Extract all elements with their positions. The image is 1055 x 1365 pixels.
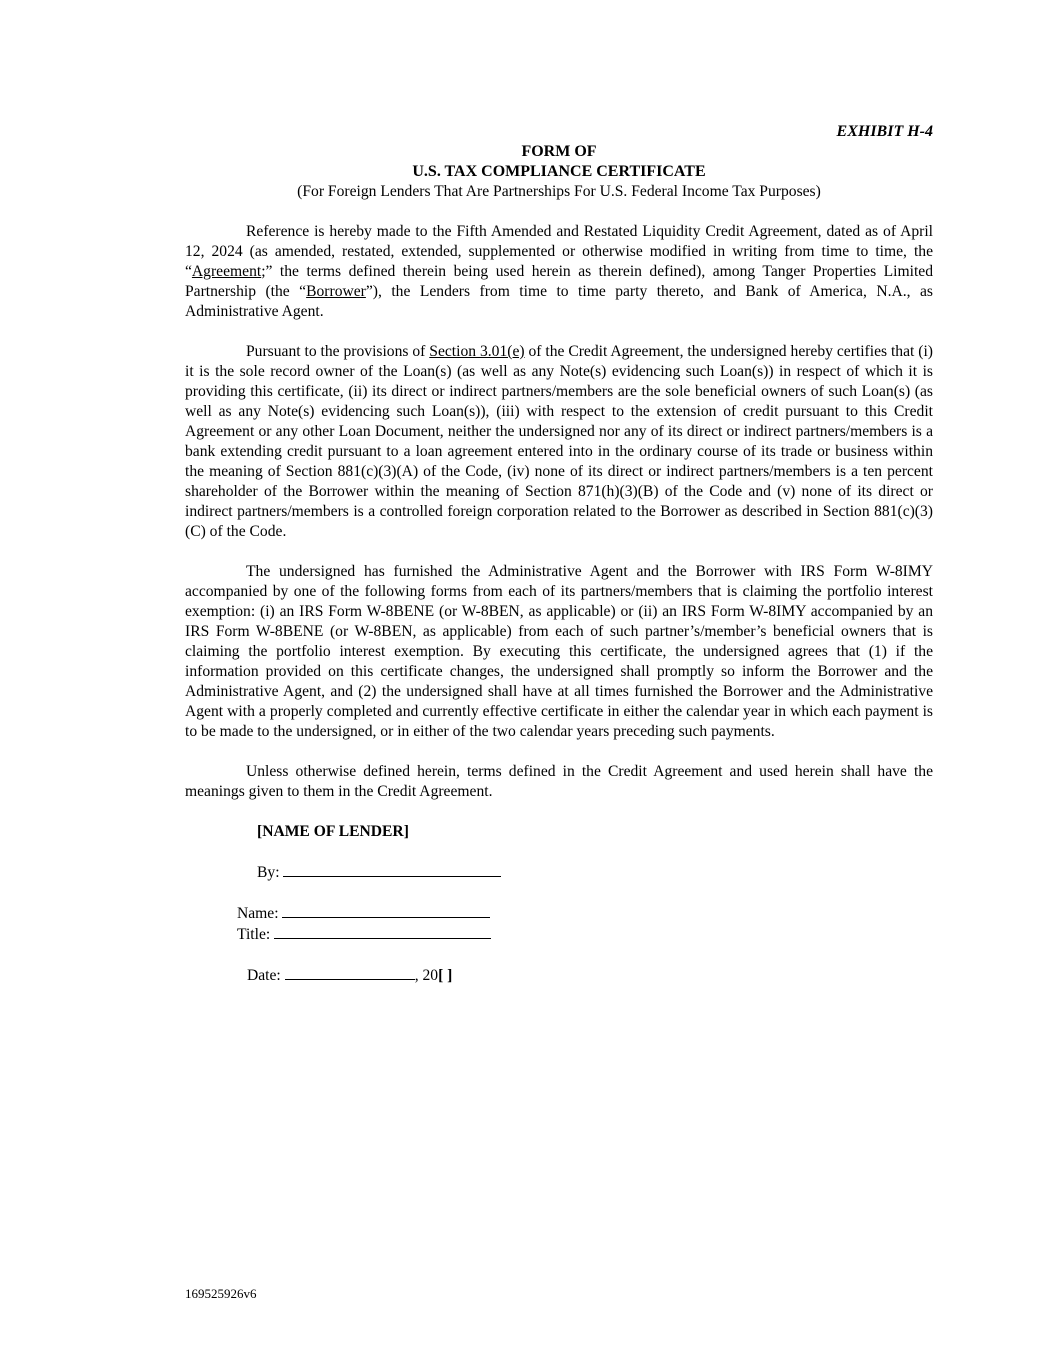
title-field-line[interactable] — [274, 924, 491, 939]
reference-text-3: ”), the Lenders from time to time party thereto, and Bank of America, N.A., as Administrative Agent. — [185, 283, 933, 320]
by-label: By: — [257, 864, 280, 881]
exhibit-label: EXHIBIT H-4 — [836, 123, 933, 140]
name-field-line[interactable] — [282, 903, 490, 918]
lender-name-placeholder: [NAME OF LENDER] — [257, 823, 409, 840]
signature-block — [185, 822, 933, 986]
date-field-line[interactable] — [285, 965, 415, 980]
furnished-forms-paragraph: The undersigned has furnished the Administrative Agent and the Borrower with IRS Form W-8IMY accompanied by one of the following forms from each of its partners/members that is claiming the portfolio interest exemption: (i) an IRS Form W-8BENE (or W-8BEN, as applicable) or (ii) an IRS Form W-8IMY accompanied by an IRS Form W-8BENE (or W-8BEN, as applicable) from each of such partner’s/member’s beneficial owners that is claiming the portfolio interest exemption. By executing this certificate, the undersigned agrees that (1) if the information provided on this certificate changes, the undersigned shall promptly so inform the Borrower and the Administrative Agent, and (2) the undersigned shall have at all times furnished the Borrower and the Administrative Agent with a properly completed and currently effective certificate in either the calendar year in which each payment is to be made to the undersigned, or in either of the two calendar years preceding such payments. — [185, 563, 933, 740]
agreement-term: Agreement — [191, 263, 262, 280]
title-row — [237, 924, 933, 945]
date-row — [247, 965, 933, 986]
certification-paragraph — [185, 342, 933, 542]
reference-text-1: Reference is hereby made to the Fifth Amended and Restated Liquidity Credit Agreement, dated as of April 12, 2024 (as amended, restated, extended, supplemented or otherwise modified in writing from time to time, the “ — [185, 223, 933, 280]
certificate-subtitle: (For Foreign Lenders That Are Partnerships For U.S. Federal Income Tax Purposes) — [297, 183, 821, 200]
title-label: Title: — [237, 926, 271, 943]
reference-text-2: ;” the terms defined therein being used herein as therein defined), among Tanger Properties Limited Partnership (the “ — [185, 263, 933, 300]
document-page — [185, 122, 933, 986]
name-row — [237, 903, 933, 924]
section-reference: Section 3.01(e) — [429, 343, 525, 360]
name-label: Name: — [237, 905, 279, 922]
document-id: 169525926v6 — [185, 1286, 257, 1301]
certification-text-1: Pursuant to the provisions of — [246, 343, 430, 360]
form-of-heading: FORM OF — [521, 143, 597, 160]
by-row — [257, 862, 933, 883]
date-label: Date: — [247, 967, 281, 984]
year-prefix: , 20 — [414, 967, 439, 984]
certification-text-2: of the Credit Agreement, the undersigned hereby certifies that (i) it is the sole record owner of the Loan(s) (as well as any Note(s) evidencing such Loan(s)) in respect of which it is providing this certificate, (ii) its direct or indirect partners/members are the sole beneficial owners of such Loan(s) (as well as any Note(s) evidencing such Loan(s)), (iii) with respect to the extension of credit pursuant to this Credit Agreement or any other Loan Document, neither the undersigned nor any of its direct or indirect partners/members is a bank extending credit pursuant to a loan agreement entered into in the ordinary course of its trade or business within the meaning of Section 881(c)(3)(A) of the Code, (iv) none of its direct or indirect partners/members is a ten percent shareholder of the Borrower within the meaning of Section 871(h)(3)(B) of the Code and (v) none of its direct or indirect partners/members is a controlled foreign corporation related to the Borrower as described in Section 881(c)(3)(C) of the Code. — [185, 343, 933, 540]
reference-paragraph — [185, 222, 933, 322]
definitions-paragraph: Unless otherwise defined herein, terms defined in the Credit Agreement and used herein shall have the meanings given to them in the Credit Agreement. — [185, 763, 933, 800]
certificate-title: U.S. TAX COMPLIANCE CERTIFICATE — [412, 163, 706, 180]
year-placeholder: [ ] — [438, 967, 453, 984]
by-signature-line[interactable] — [283, 862, 501, 877]
borrower-term: Borrower — [306, 283, 366, 300]
